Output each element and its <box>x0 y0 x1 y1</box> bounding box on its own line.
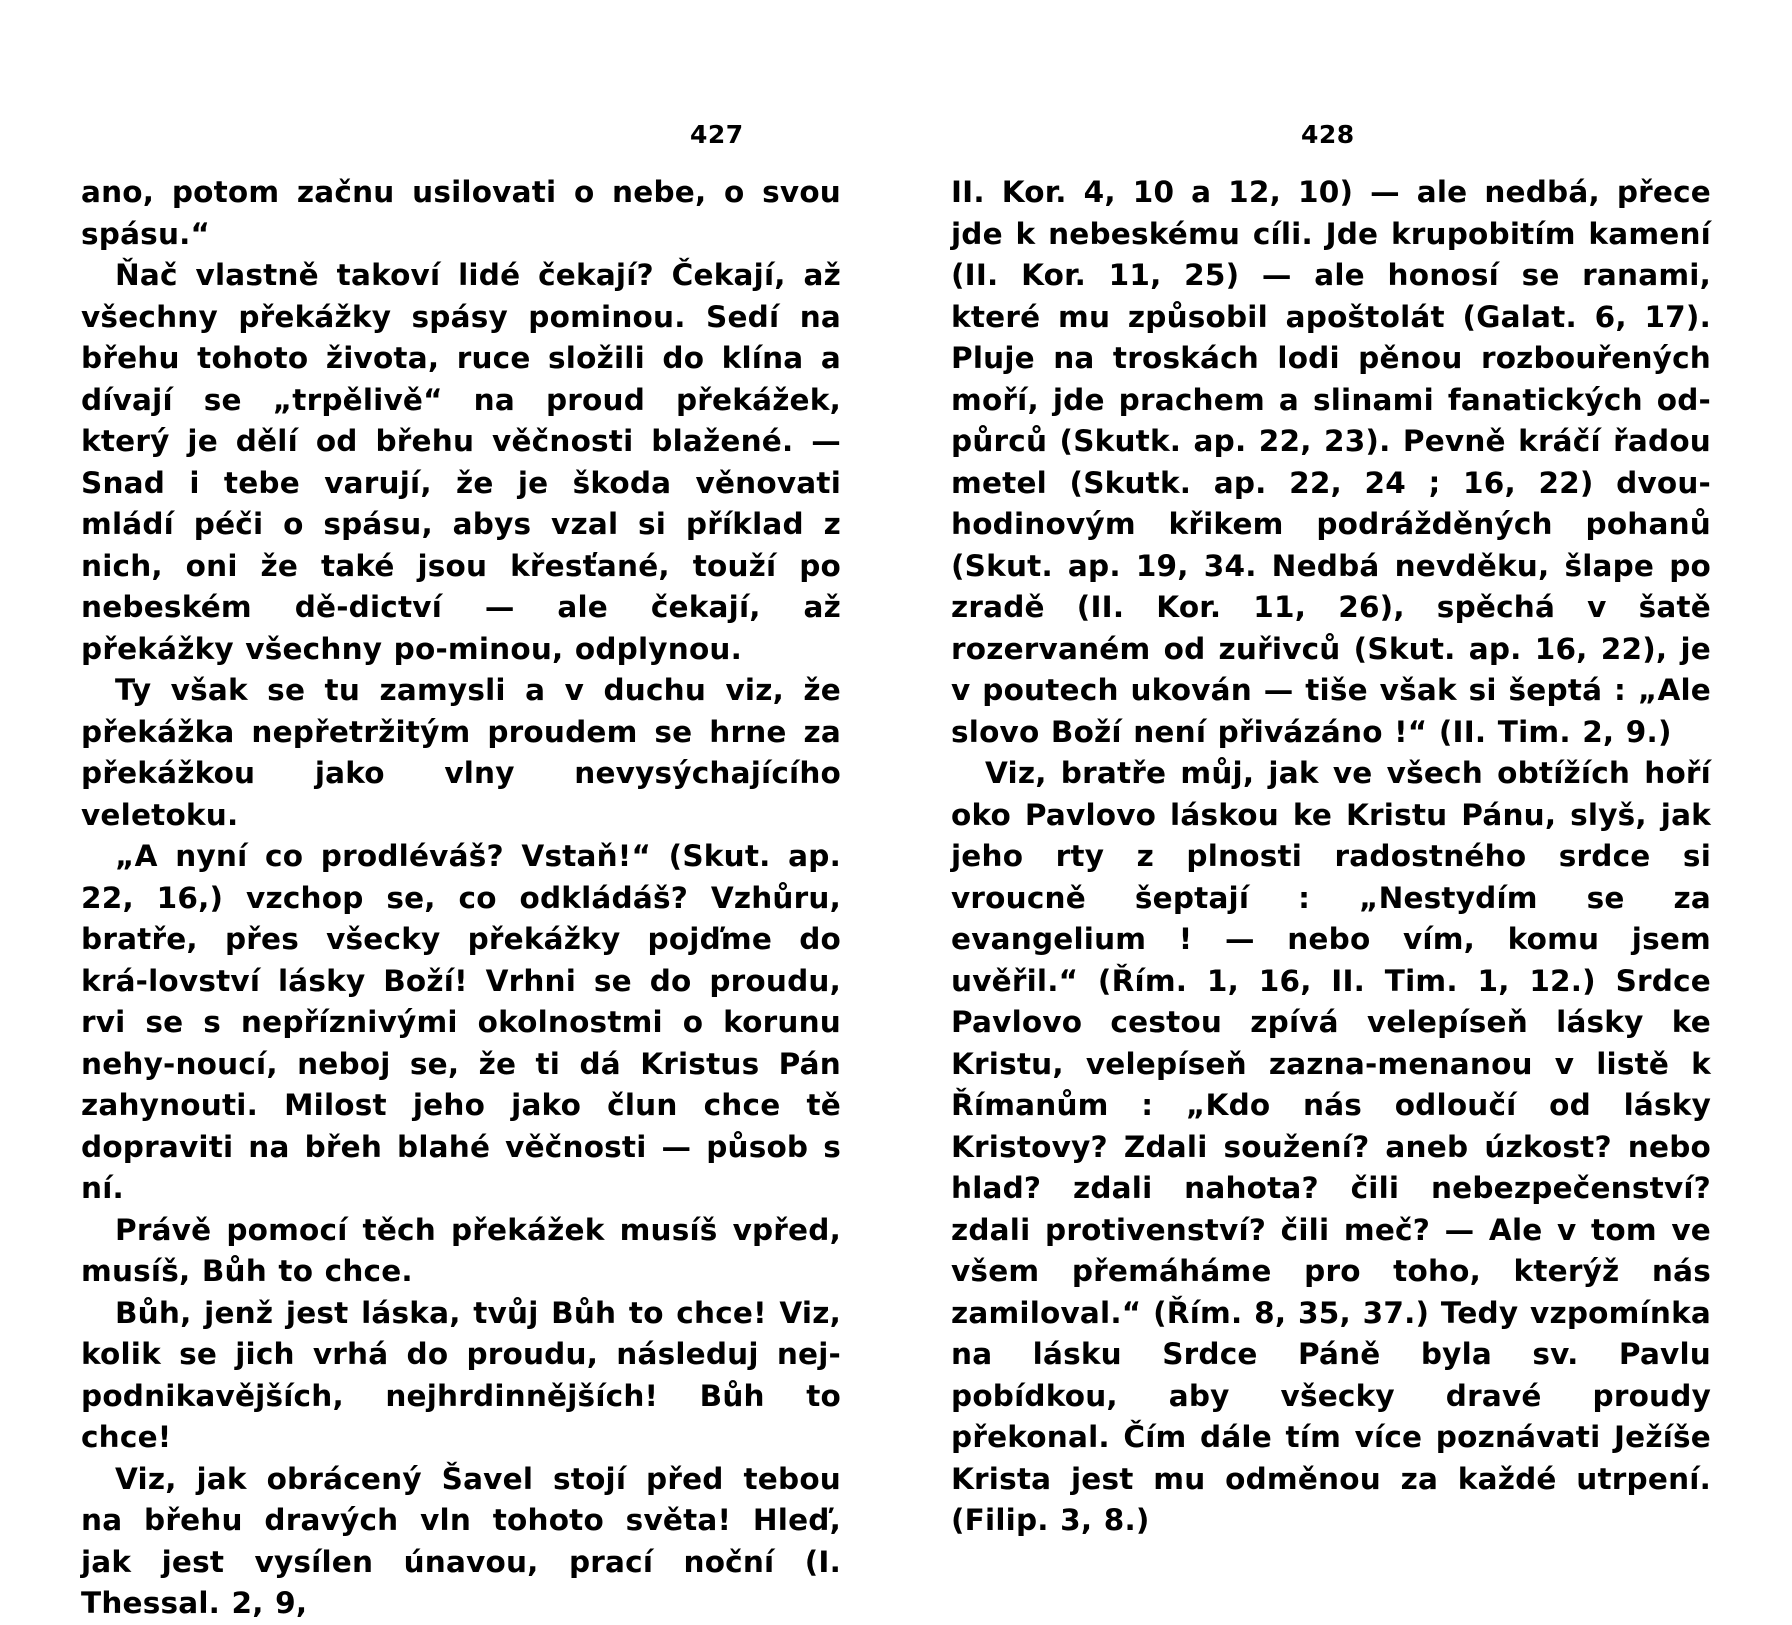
paragraph: ano, potom začnu usilovati o nebe, o svou spásu.“ <box>81 175 841 251</box>
paragraph: „A nyní co prodléváš? Vstaň!“ (Skut. ap. 22, 16,) vzchop se, co odkládáš? Vzhůru, bratře, přes všecky překážky pojďme do krá-lovství lásky Boží! Vrhni se do proudu, rvi se s nepříznivými okolnostmi o korunu nehy-noucí, neboj se, že ti dá Kristus Pán zahynouti. Milost jeho jako člun chce tě dopraviti na břeh blahé věčnosti — působ s ní. <box>81 839 841 1205</box>
column-left <box>81 110 841 1625</box>
paragraph: Viz, bratře můj, jak ve všech obtížích hoří oko Pavlovo láskou ke Kristu Pánu, slyš, jak jeho rty z plnosti radostného srdce si vroucně šeptají : „Nestydím se za evangelium ! — nebo vím, komu jsem uvěřil.“ (Řím. 1, 16, II. Tim. 1, 12.) Srdce Pavlovo cestou zpívá velepíseň lásky ke Kristu, velepíseň zazna-menanou v listě k Římanům : „Kdo nás odloučí od lásky Kristovy? Zdali soužení? aneb úzkost? nebo hlad? zdali nahota? čili nebezpečenství? zdali protivenství? čili meč? — Ale v tom ve všem přemáháme pro toho, kterýž nás zamiloval.“ (Řím. 8, 35, 37.) Tedy vzpomínka na lásku Srdce Páně byla sv. Pavlu pobídkou, aby všecky dravé proudy překonal. Čím dále tím více poznávati Ježíše Krista jest mu odměnou za každé utrpení. (Filip. 3, 8.) <box>951 756 1711 1537</box>
page-number-left: 427 <box>690 120 744 149</box>
paragraph: Ňač vlastně takoví lidé čekají? Čekají, až všechny překážky spásy pominou. Sedí na břehu tohoto života, ruce složili do klína a dívají se „trpělivě“ na proud překážek, který je dělí od břehu věčnosti blažené. — Snad i tebe varují, že je škoda věnovati mládí péči o spásu, abys vzal si příklad z nich, oni že také jsou křesťané, touží po nebeském dě-dictví — ale čekají, až překážky všechny po-minou, odplynou. <box>81 258 841 666</box>
column-right-body <box>951 172 1711 1542</box>
paragraph: Viz, jak obrácený Šavel stojí před tebou na břehu dravých vln tohoto světa! Hleď, jak jest vysílen únavou, prací noční (I. Thessal. 2, 9, <box>81 1461 841 1620</box>
text-columns <box>0 110 1792 1625</box>
paragraph: Ty však se tu zamysli a v duchu viz, že překážka nepřetržitým proudem se hrne za překážkou jako vlny nevysýchajícího veletoku. <box>81 673 841 832</box>
paragraph: Právě pomocí těch překážek musíš vpřed, musíš, Bůh to chce. <box>81 1212 841 1288</box>
page-number-right: 428 <box>1301 120 1355 149</box>
paragraph: II. Kor. 4, 10 a 12, 10) — ale nedbá, přece jde k nebeskému cíli. Jde krupobitím kamení (II. Kor. 11, 25) — ale honosí se ranami, které mu způsobil apoštolát (Galat. 6, 17). Pluje na troskách lodi pěnou rozbouřených moří, jde prachem a slinami fanatických od-půrců (Skutk. ap. 22, 23). Pevně kráčí řadou metel (Skutk. ap. 22, 24 ; 16, 22) dvou-hodinovým křikem podrážděných pohanů (Skut. ap. 19, 34. Nedbá nevděku, šlape po zradě (II. Kor. 11, 26), spěchá v šatě rozervaném od zuřivců (Skut. ap. 16, 22), je v poutech ukován — tiše však si šeptá : „Ale slovo Boží není přivázáno !“ (II. Tim. 2, 9.) <box>951 175 1711 749</box>
paragraph: Bůh, jenž jest láska, tvůj Bůh to chce! Viz, kolik se jich vrhá do proudu, následuj nej-podnikavějších, nejhrdinnějších! Bůh to chce! <box>81 1295 841 1454</box>
column-right <box>951 110 1711 1625</box>
column-left-body <box>81 172 841 1625</box>
